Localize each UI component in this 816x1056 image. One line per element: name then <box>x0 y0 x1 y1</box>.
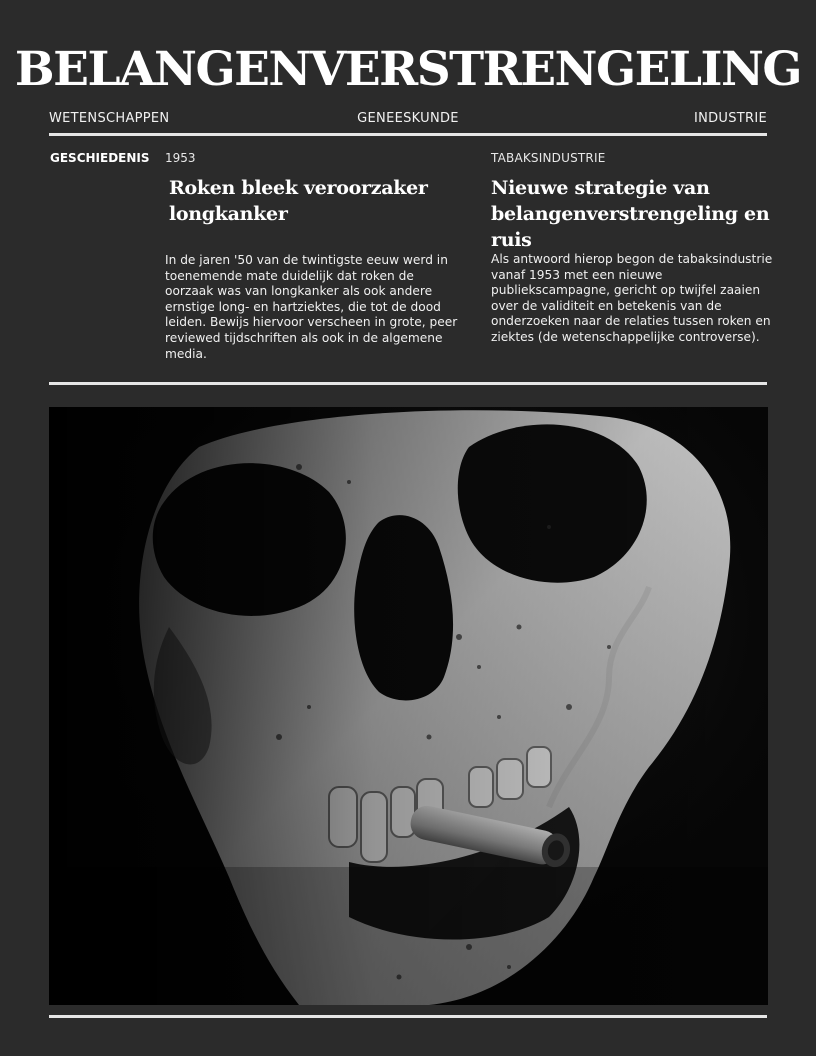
left-article-category: GESCHIEDENIS <box>50 151 150 165</box>
right-article-body: Als antwoord hierop begon de tabaksindustrie vanaf 1953 met een nieuwe publiekscampagne, gericht op twijfel zaaien over de validiteit en betekenis van de onderzoeken naar de relaties tussen roken en ziektes (de wetenschappelijke controverse). <box>491 252 773 344</box>
left-article-body: In de jaren '50 van de twintigste eeuw werd in toenemende mate duidelijk dat roken de oorzaak was van longkanker als ook andere ernstige long- en hartziektes, die tot de dood leiden. Bewijs hiervoor verscheen in grote, peer reviewed tijdschriften als ook in de algemene media. <box>165 253 458 361</box>
left-article-year: 1953 <box>165 151 196 165</box>
divider-middle <box>49 382 767 385</box>
right-article-headline: Nieuwe strategie van belangenverstrengeling en ruis <box>491 177 770 251</box>
section-nav <box>49 111 767 129</box>
left-article-headline: Roken bleek veroorzaker longkanker <box>169 177 428 225</box>
nav-item-industrie[interactable]: INDUSTRIE <box>693 111 767 126</box>
right-article-category: TABAKSINDUSTRIE <box>491 151 606 165</box>
divider-top <box>49 133 767 136</box>
masthead-title: BELANGENVERSTRENGELING <box>14 42 802 97</box>
nav-item-geneeskunde[interactable]: GENEESKUNDE <box>357 111 459 126</box>
divider-bottom <box>49 1015 767 1018</box>
nav-item-wetenschappen[interactable]: WETENSCHAPPEN <box>49 111 170 126</box>
skull-cigarette-photo <box>49 407 768 1005</box>
